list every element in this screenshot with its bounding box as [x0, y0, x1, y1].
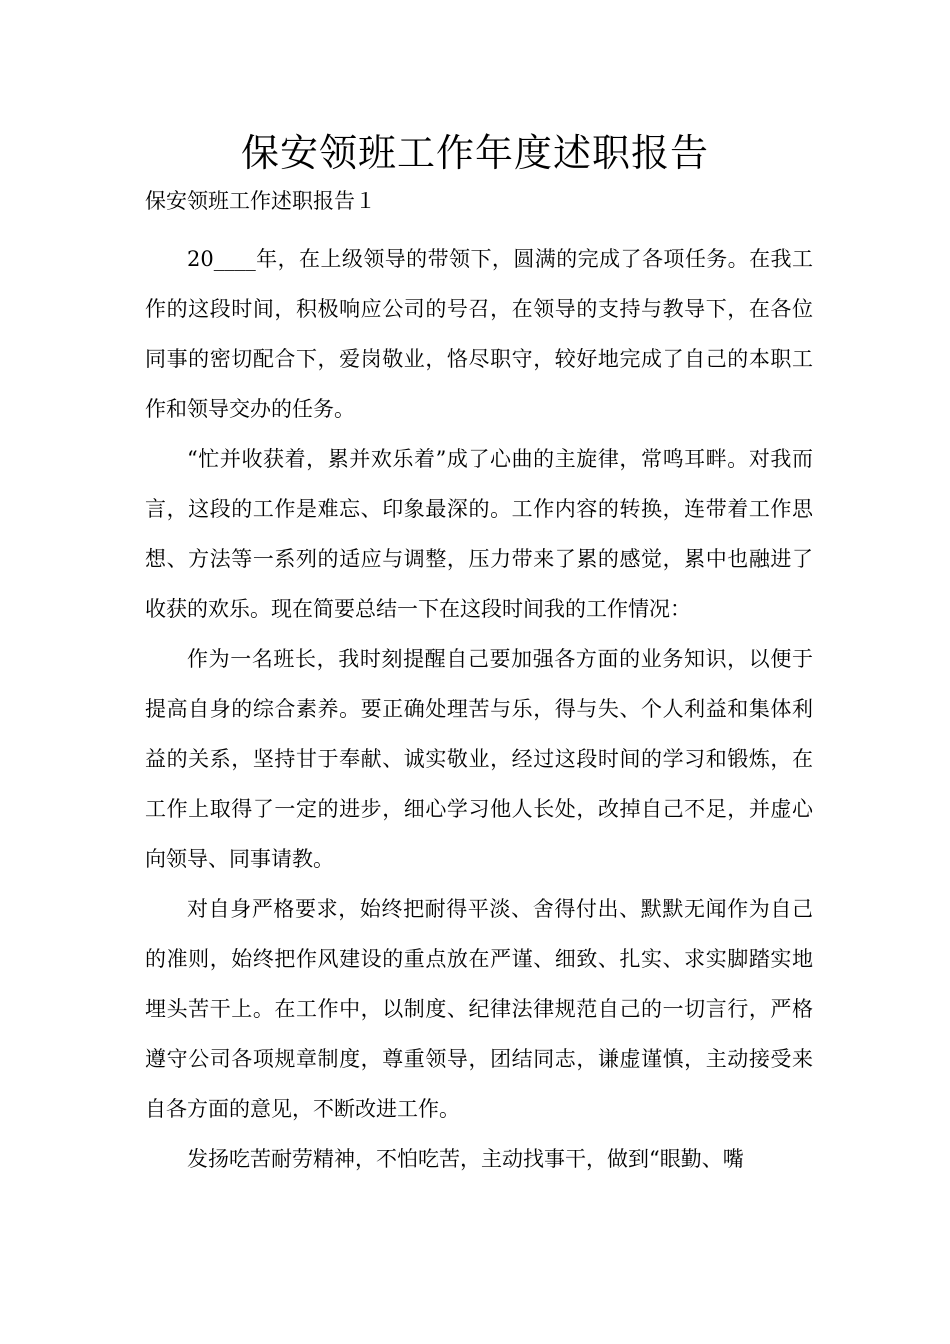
- paragraph-3: 作为一名班长，我时刻提醒自己要加强各方面的业务知识，以便于提高自身的综合素养。要正确处理苦与乐，得与失、个人利益和集体利益的关系，坚持甘于奉献、诚实敬业，经过这段时间的学习和锻炼，在工作上取得了一定的进步，细心学习他人长处，改掉自己不足，并虚心向领导、同事请教。: [145, 647, 813, 871]
- paragraph-2: “忙并收获着，累并欢乐着”成了心曲的主旋律，常鸣耳畔。对我而言，这段的工作是难忘、印象最深的。工作内容的转换，连带着工作思想、方法等一系列的适应与调整，压力带来了累的感觉，累中也融进了收获的欢乐。现在简要总结一下在这段时间我的工作情况：: [145, 447, 813, 621]
- document-body: [145, 234, 813, 1184]
- document-title: 保安领班工作年度述职报告: [240, 131, 709, 175]
- paragraph-1: 20____年，在上级领导的带领下，圆满的完成了各项任务。在我工作的这段时间，积极响应公司的号召，在领导的支持与教导下，在各位同事的密切配合下，爱岗敬业，恪尽职守，较好地完成了自己的本职工作和领导交办的任务。: [145, 247, 813, 421]
- document-subtitle: 保安领班工作述职报告１: [145, 189, 376, 213]
- paragraph-4: 对自身严格要求，始终把耐得平淡、舍得付出、默默无闻作为自己的准则，始终把作风建设的重点放在严谨、细致、扎实、求实脚踏实地埋头苦干上。在工作中，以制度、纪律法律规范自己的一切言行，严格遵守公司各项规章制度，尊重领导，团结同志，谦虚谨慎，主动接受来自各方面的意见，不断改进工作。: [145, 897, 813, 1121]
- paragraph-5: 发扬吃苦耐劳精神，不怕吃苦，主动找事干，做到“眼勤、嘴: [187, 1147, 744, 1171]
